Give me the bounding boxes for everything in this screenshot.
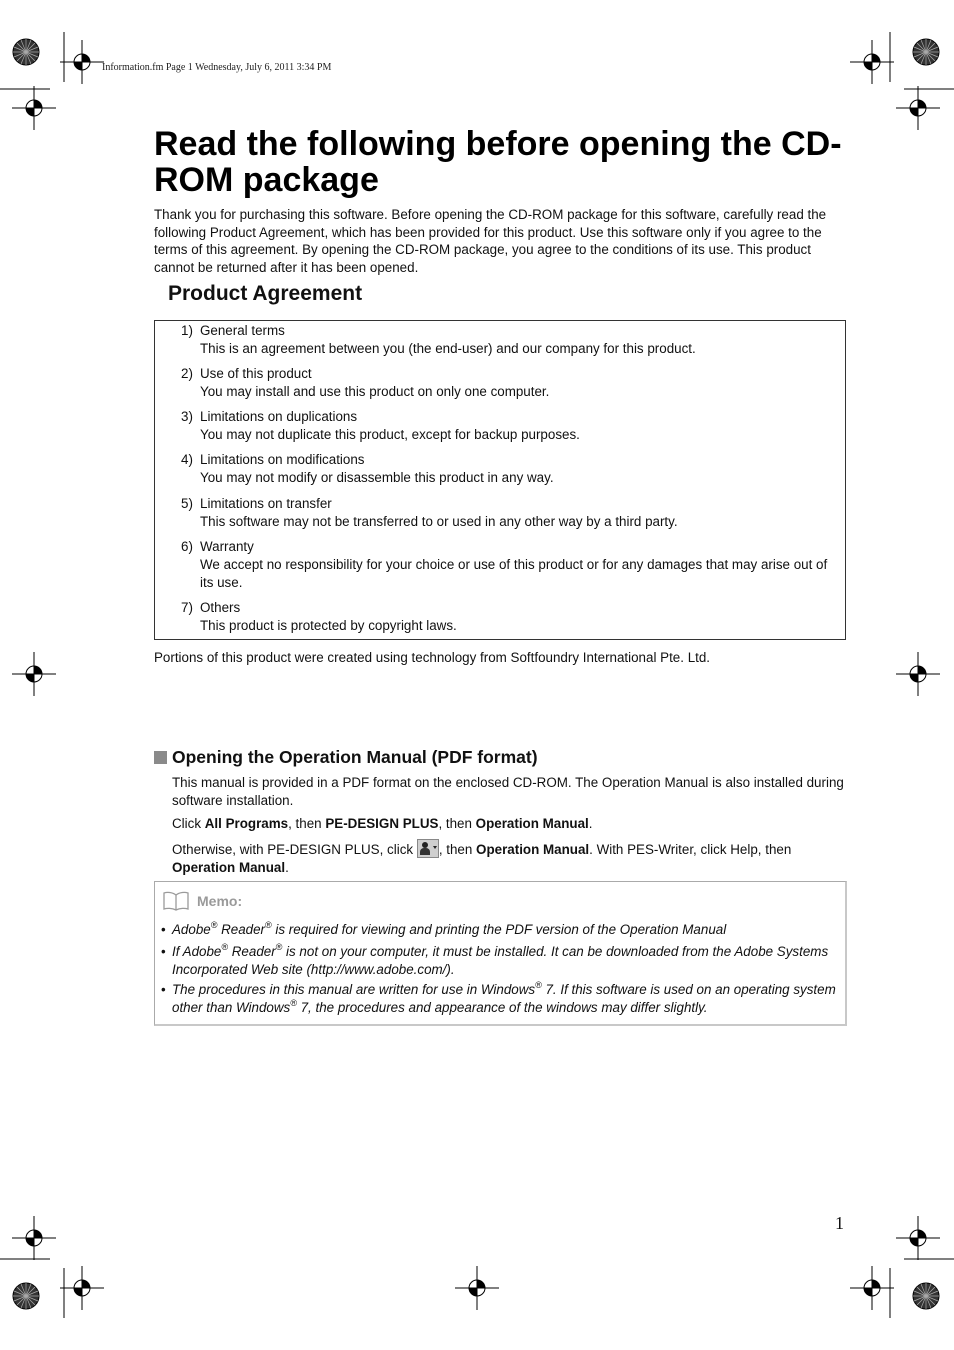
item-title: Others [200, 600, 241, 615]
manual-heading-text: Opening the Operation Manual (PDF format) [172, 747, 538, 767]
book-icon [163, 891, 189, 911]
registration-mark-icon [850, 1266, 894, 1310]
text-run: , then [438, 842, 477, 857]
memo-text: Adobe® Reader® is required for viewing and printing the PDF version of the Operation Manual [172, 920, 727, 937]
memo-header [163, 890, 242, 912]
color-wheel-icon [913, 39, 939, 65]
registration-mark-icon [60, 1266, 104, 1310]
registration-mark-icon [60, 40, 104, 84]
item-number: 7) [181, 600, 193, 615]
agreement-heading: Product Agreement [168, 282, 363, 305]
manual-paragraph-3 [172, 839, 846, 876]
item-number: 5) [181, 496, 193, 511]
item-number: 1) [181, 323, 193, 338]
text-run: , then [438, 816, 476, 831]
item-title: Warranty [200, 539, 254, 554]
text-run: Click [172, 816, 205, 831]
item-text: You may not modify or disassemble this product in any way. [200, 470, 554, 485]
text-run: . [588, 816, 593, 831]
portions-note: Portions of this product were created using technology from Softfoundry International Pte. Ltd. [154, 650, 711, 665]
list-item [155, 365, 845, 399]
item-text: We accept no responsibility for your choice or use of this product or for any damages that may arise out of its use. [200, 557, 828, 590]
square-bullet-icon [154, 751, 167, 764]
text-run: Otherwise, with PE-DESIGN PLUS, click [172, 842, 417, 857]
text-run: , then [288, 816, 326, 831]
item-title: Limitations on modifications [200, 452, 365, 467]
text-run: . With PES-Writer, click Help, then [589, 842, 792, 857]
memo-text: The procedures in this manual are written for use in Windows® 7. If this software is used on an operating system other than Windows® 7, the procedures and appearance of the windows may differ slightly. [172, 980, 836, 1015]
manual-heading [154, 746, 538, 768]
list-item [161, 943, 837, 978]
list-item [155, 408, 845, 442]
item-text: This software may not be transferred to or used in any other way by a third party. [200, 514, 678, 529]
list-item [161, 981, 837, 1016]
pe-design-plus-label: PE-DESIGN PLUS [325, 816, 439, 831]
item-title: Use of this product [200, 366, 312, 381]
operation-manual-label: Operation Manual [476, 842, 590, 857]
item-title: Limitations on transfer [200, 496, 332, 511]
registration-mark-icon [12, 86, 56, 130]
registration-mark-icon [896, 652, 940, 696]
color-wheel-icon [13, 39, 39, 65]
page-number: 1 [835, 1213, 844, 1233]
manual-paragraph-1: This manual is provided in a PDF format on the enclosed CD-ROM. The Operation Manual is also installed during software installation. [172, 775, 844, 808]
item-number: 4) [181, 452, 193, 467]
agreement-box [154, 320, 846, 640]
registration-mark-icon [455, 1266, 499, 1310]
registration-mark-icon [850, 40, 894, 84]
item-text: This is an agreement between you (the end-user) and our company for this product. [200, 341, 696, 356]
color-wheel-icon [913, 1283, 939, 1309]
operation-manual-label: Operation Manual [172, 859, 286, 875]
registration-mark-icon [12, 652, 56, 696]
intro-paragraph: Thank you for purchasing this software. Before opening the CD-ROM package for this software, carefully read the following Product Agreement, which has been provided for this product. Use this software only if you agree to the terms of this agreement. By opening the CD-ROM package, you agree to the conditions of its use. This product cannot be returned after it has been opened. [154, 207, 827, 275]
list-item [155, 451, 845, 485]
bullet: • [161, 922, 166, 937]
page-title: Read the following before opening the CD-ROM package [154, 125, 842, 199]
list-item [155, 599, 845, 633]
item-title: General terms [200, 323, 285, 338]
registration-mark-icon [12, 1216, 56, 1260]
manual-paragraph-2 [172, 815, 846, 833]
list-item [161, 921, 837, 939]
memo-text: If Adobe® Reader® is not on your computer, it must be installed. It can be downloaded from the Adobe Systems Incorporated Web site (http://www.adobe.com/). [172, 942, 829, 977]
list-item [155, 495, 845, 529]
color-wheel-icon [13, 1283, 39, 1309]
registration-mark-icon [896, 1216, 940, 1260]
bullet: • [161, 982, 166, 997]
registration-mark-icon [896, 86, 940, 130]
operation-manual-label: Operation Manual [475, 816, 589, 831]
item-number: 3) [181, 409, 193, 424]
item-text: You may install and use this product on only one computer. [200, 384, 550, 399]
list-item [155, 538, 845, 590]
file-slug: Information.fm Page 1 Wednesday, July 6, 2011 3:34 PM [102, 62, 332, 73]
all-programs-label: All Programs [204, 816, 289, 831]
list-item [155, 322, 845, 356]
item-text: This product is protected by copyright laws. [200, 618, 457, 633]
user-button-icon [417, 839, 439, 858]
text-run: . [285, 859, 289, 875]
memo-label: Memo: [197, 893, 243, 909]
item-title: Limitations on duplications [200, 409, 358, 424]
item-number: 2) [181, 366, 193, 381]
item-number: 6) [181, 539, 193, 554]
item-text: You may not duplicate this product, except for backup purposes. [200, 427, 580, 442]
bullet: • [161, 944, 166, 959]
memo-box [154, 881, 847, 1026]
